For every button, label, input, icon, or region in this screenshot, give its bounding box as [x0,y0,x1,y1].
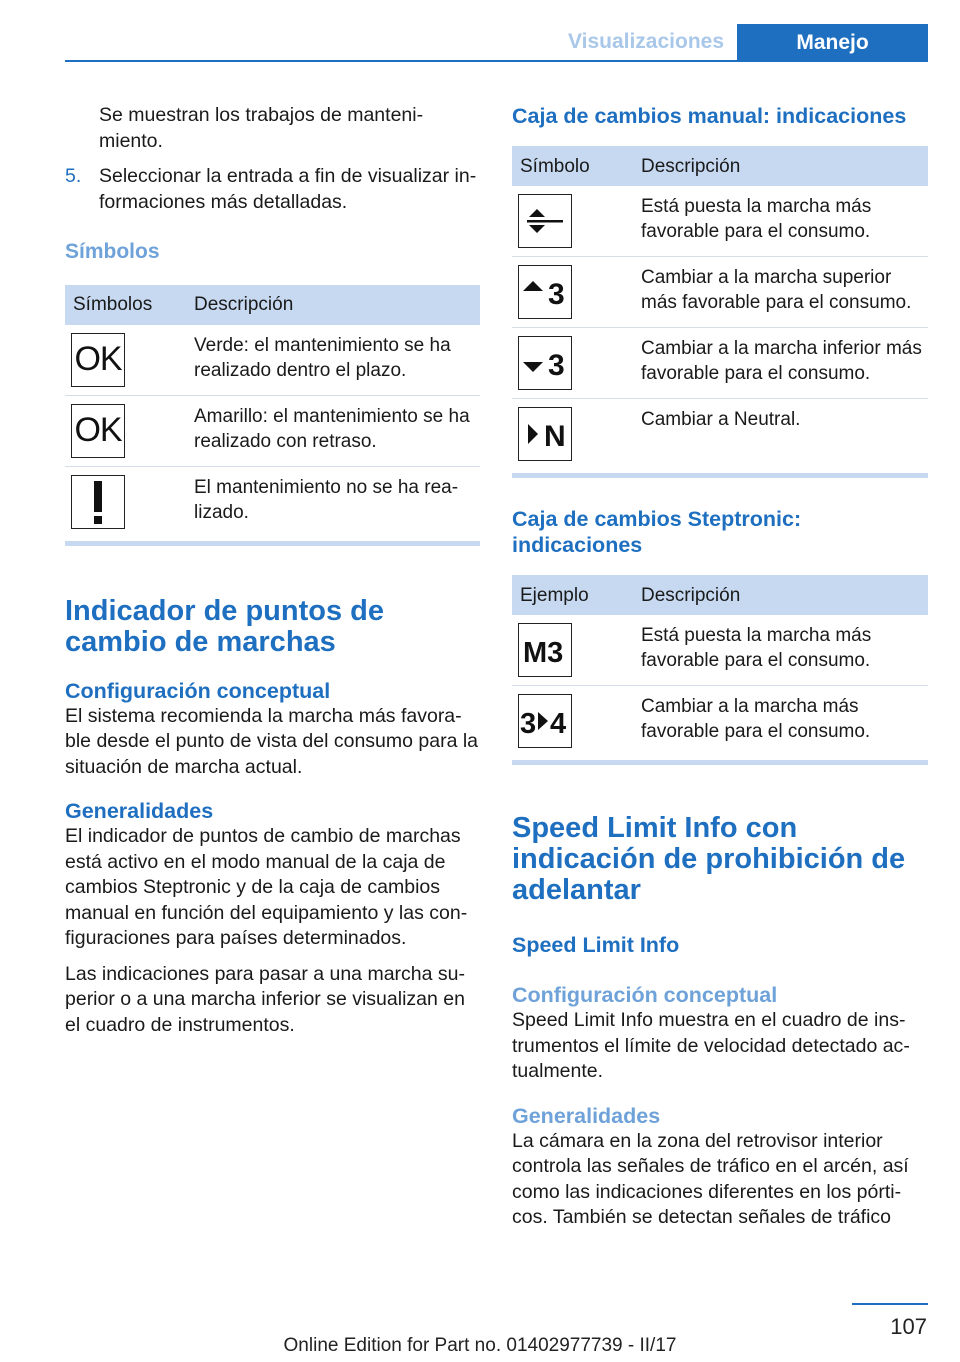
list-number: 5. [65,165,82,187]
table-row [65,466,480,537]
svg-text:M3: M3 [523,637,564,667]
list-item-5 [65,164,480,215]
left-column [65,103,480,1048]
gear-up-icon [518,265,572,319]
footer-rule [852,1303,928,1305]
column-header: Descripción [186,285,480,325]
header-section-tab: Visualizaciones [567,30,725,53]
sli-general-heading: Generalidades [512,1103,661,1128]
exclamation-icon [71,475,125,529]
svg-text:N: N [544,420,566,451]
concept-text: El sistema recomienda la marcha más favorable desde el punto de vista del consumo para la situación de marcha actual. [65,704,479,778]
table-cell: Amarillo: el mantenimiento se ha realizado con retraso. [186,395,480,466]
gear-down-icon [518,336,572,390]
table-row [512,257,928,328]
general-text-2: Las indicaciones para pasar a una marcha superior o a una marcha inferior se visualizan en el cuadro de instrumentos. [65,962,465,1036]
header-rule [65,60,928,62]
column-header: Ejemplo [512,575,633,615]
table-cell: Está puesta la marcha más favorable para el consumo. [633,186,928,257]
list-continuation: Se muestran los trabajos de mantenimiento. [99,104,424,152]
gear-m3-icon [518,623,572,677]
table-row [512,686,928,757]
sli-concept-text: Speed Limit Info muestra en el cuadro de instrumentos el límite de velocidad detectado actualmente. [512,1009,910,1082]
table-end-rule [512,760,928,765]
ok-green-icon: OK [71,333,125,387]
right-column [512,103,928,1241]
general-text-1: El indicador de puntos de cambio de marchas está activo en el modo manual de la caja de cambios Steptronic y de la caja de cambios manual en función del equipamiento y las configuraciones para países determinados. [65,825,468,949]
table-row [65,325,480,396]
svg-text:3: 3 [548,349,565,380]
table-cell: Cambiar a la marcha más favorable para el consumo. [641,696,871,742]
column-header: Descripción [633,146,928,186]
table-row [512,328,928,399]
ok-amber-icon: OK [71,404,125,458]
table-end-rule [65,541,480,546]
header-chapter-tab: Manejo [737,24,928,61]
svg-text:3: 3 [548,278,565,309]
table-row [512,615,928,686]
sli-heading: Speed Limit Info [512,933,680,957]
table-cell: El mantenimiento no se ha realizado. [194,476,459,523]
table-row [512,186,928,257]
steptronic-table [512,575,928,756]
list-text: Seleccionar la entrada a fin de visualizar informaciones más detalladas. [99,165,477,213]
column-header: Descripción [633,575,928,615]
table-end-rule [512,473,928,478]
gear-3-to-4-icon [518,694,572,748]
speed-limit-heading: Speed Limit Info con indicación de prohibición de adelantar [512,812,906,906]
page-number: 107 [890,1314,927,1339]
manual-gearbox-table [512,146,928,469]
table-row [65,395,480,466]
concept-heading: Configuración conceptual [65,678,331,703]
table-cell: Cambiar a Neutral. [641,409,801,430]
manual-gearbox-heading: Caja de cambios manual: indicaciones [512,104,907,128]
gear-optimal-icon [518,194,572,248]
table-cell: Cambiar a la marcha superior más favorable para el consumo. [633,257,928,328]
table-cell: Verde: el mantenimiento se ha realizado dentro el plazo. [186,325,480,396]
steptronic-heading: Caja de cambios Steptronic: indicaciones [512,507,802,557]
column-header: Símbolos [65,285,186,325]
gear-neutral-icon [518,407,572,461]
sli-general-text: La cámara en la zona del retrovisor interior controla las señales de tráfico en el arcén, así como las indicaciones diferentes en los pórticos. También se detectan señales de tráfico [512,1129,909,1228]
column-header: Símbolo [512,146,633,186]
general-heading: Generalidades [65,799,214,823]
gear-shift-heading: Indicador de puntos de cambio de marchas [65,594,385,658]
table-row [512,399,928,470]
edition-footer: Online Edition for Part no. 01402977739 - II/17 [283,1335,677,1356]
symbols-heading: Símbolos [65,240,160,263]
table-cell: Cambiar a la marcha inferior más favorable para el consumo. [633,328,928,399]
svg-text:3: 3 [520,708,537,738]
svg-text:4: 4 [550,708,567,738]
symbols-table [65,285,480,537]
table-cell: Está puesta la marcha más favorable para el consumo. [633,615,928,686]
sli-concept-heading: Configuración conceptual [512,983,778,1007]
